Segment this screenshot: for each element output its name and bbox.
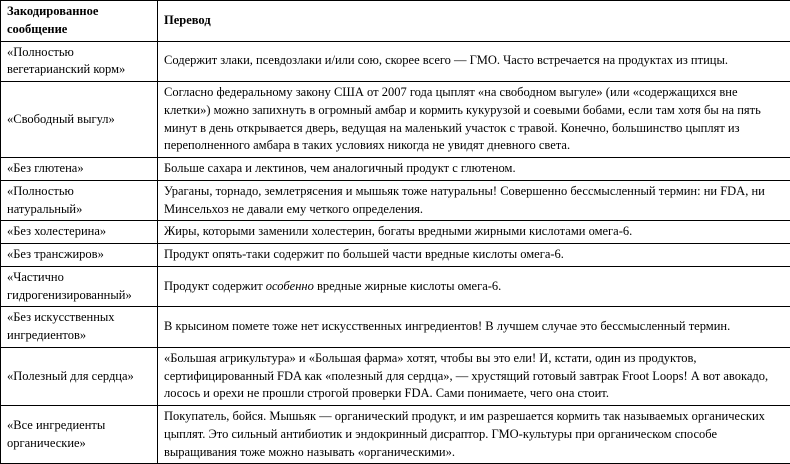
translation-cell: В крысином помете тоже нет искусственных ингредиентов! В лучшем случае это бессмысленный термин. xyxy=(158,307,790,348)
translation-cell: Покупатель, бойся. Мышьяк — органический продукт, и им разрешается кормить так называемых органических цыплят. Это сильный антибиотик и эндокринный дисраптор. ГМО-культуры при органическом способе выращивания тоже можно называть «органическими». xyxy=(158,406,790,464)
term-cell: «Свободный выгул» xyxy=(1,82,158,158)
translation-cell: Ураганы, торнадо, землетрясения и мышьяк тоже натуральны! Совершенно бессмысленный термин: ни FDA, ни Минсельхоз не давали ему четкого определения. xyxy=(158,180,790,221)
term-cell: «Без искусственных ингредиентов» xyxy=(1,307,158,348)
row-5 xyxy=(1,221,790,244)
column-header-term: Закодированное сообщение xyxy=(1,1,158,42)
translation-cell: Больше сахара и лектинов, чем аналогичный продукт с глютеном. xyxy=(158,158,790,181)
row-4 xyxy=(1,180,790,221)
column-header-translation: Перевод xyxy=(158,1,790,42)
row-7 xyxy=(1,266,790,307)
term-cell: «Все ингредиенты органические» xyxy=(1,406,158,464)
row-10 xyxy=(1,406,790,464)
translation-cell: Жиры, которыми заменили холестерин, богаты вредными жирными кислотами омега-6. xyxy=(158,221,790,244)
row-2 xyxy=(1,82,790,158)
translation-cell: Содержит злаки, псевдозлаки и/или сою, скорее всего — ГМО. Часто встречается на продуктах из птицы. xyxy=(158,41,790,82)
translation-text-after: вредные жирные кислоты омега-6. xyxy=(314,279,501,293)
term-cell: «Частично гидрогенизированный» xyxy=(1,266,158,307)
translation-cell: «Большая агрикультура» и «Большая фарма» хотят, чтобы вы это ели! И, кстати, один из продуктов, сертифицированный FDA как «полезный для сердца», — хрустящий готовый завтрак Froot Loops! А вот авокадо, лосось и орехи не прошли строгой проверки FDA. Сами понимаете, чего она стоит. xyxy=(158,347,790,405)
translation-cell: Согласно федеральному закону США от 2007 года цыплят «на свободном выгуле» (или «содержащихся вне клетки») можно запихнуть в огромный амбар и кормить кукурузой и соевыми бобами, если там хотя бы на пять минут в день открывается дверь, ведущая на маленький участок с травой. Конечно, большинство цыплят из переполненного амбара в таких условиях никогда не увидят дневного света. xyxy=(158,82,790,158)
term-cell: «Полностью натуральный» xyxy=(1,180,158,221)
row-1 xyxy=(1,41,790,82)
row-6 xyxy=(1,244,790,267)
term-cell: «Полностью вегетарианский корм» xyxy=(1,41,158,82)
term-cell: «Без трансжиров» xyxy=(1,244,158,267)
translation-text-italic: особенно xyxy=(266,279,314,293)
row-8 xyxy=(1,307,790,348)
header-row xyxy=(1,1,790,42)
translation-cell xyxy=(158,266,790,307)
row-3 xyxy=(1,158,790,181)
term-cell: «Без холестерина» xyxy=(1,221,158,244)
term-cell: «Полезный для сердца» xyxy=(1,347,158,405)
term-cell: «Без глютена» xyxy=(1,158,158,181)
translation-cell: Продукт опять-таки содержит по большей части вредные кислоты омега-6. xyxy=(158,244,790,267)
row-9 xyxy=(1,347,790,405)
translation-text-before: Продукт содержит xyxy=(164,279,266,293)
